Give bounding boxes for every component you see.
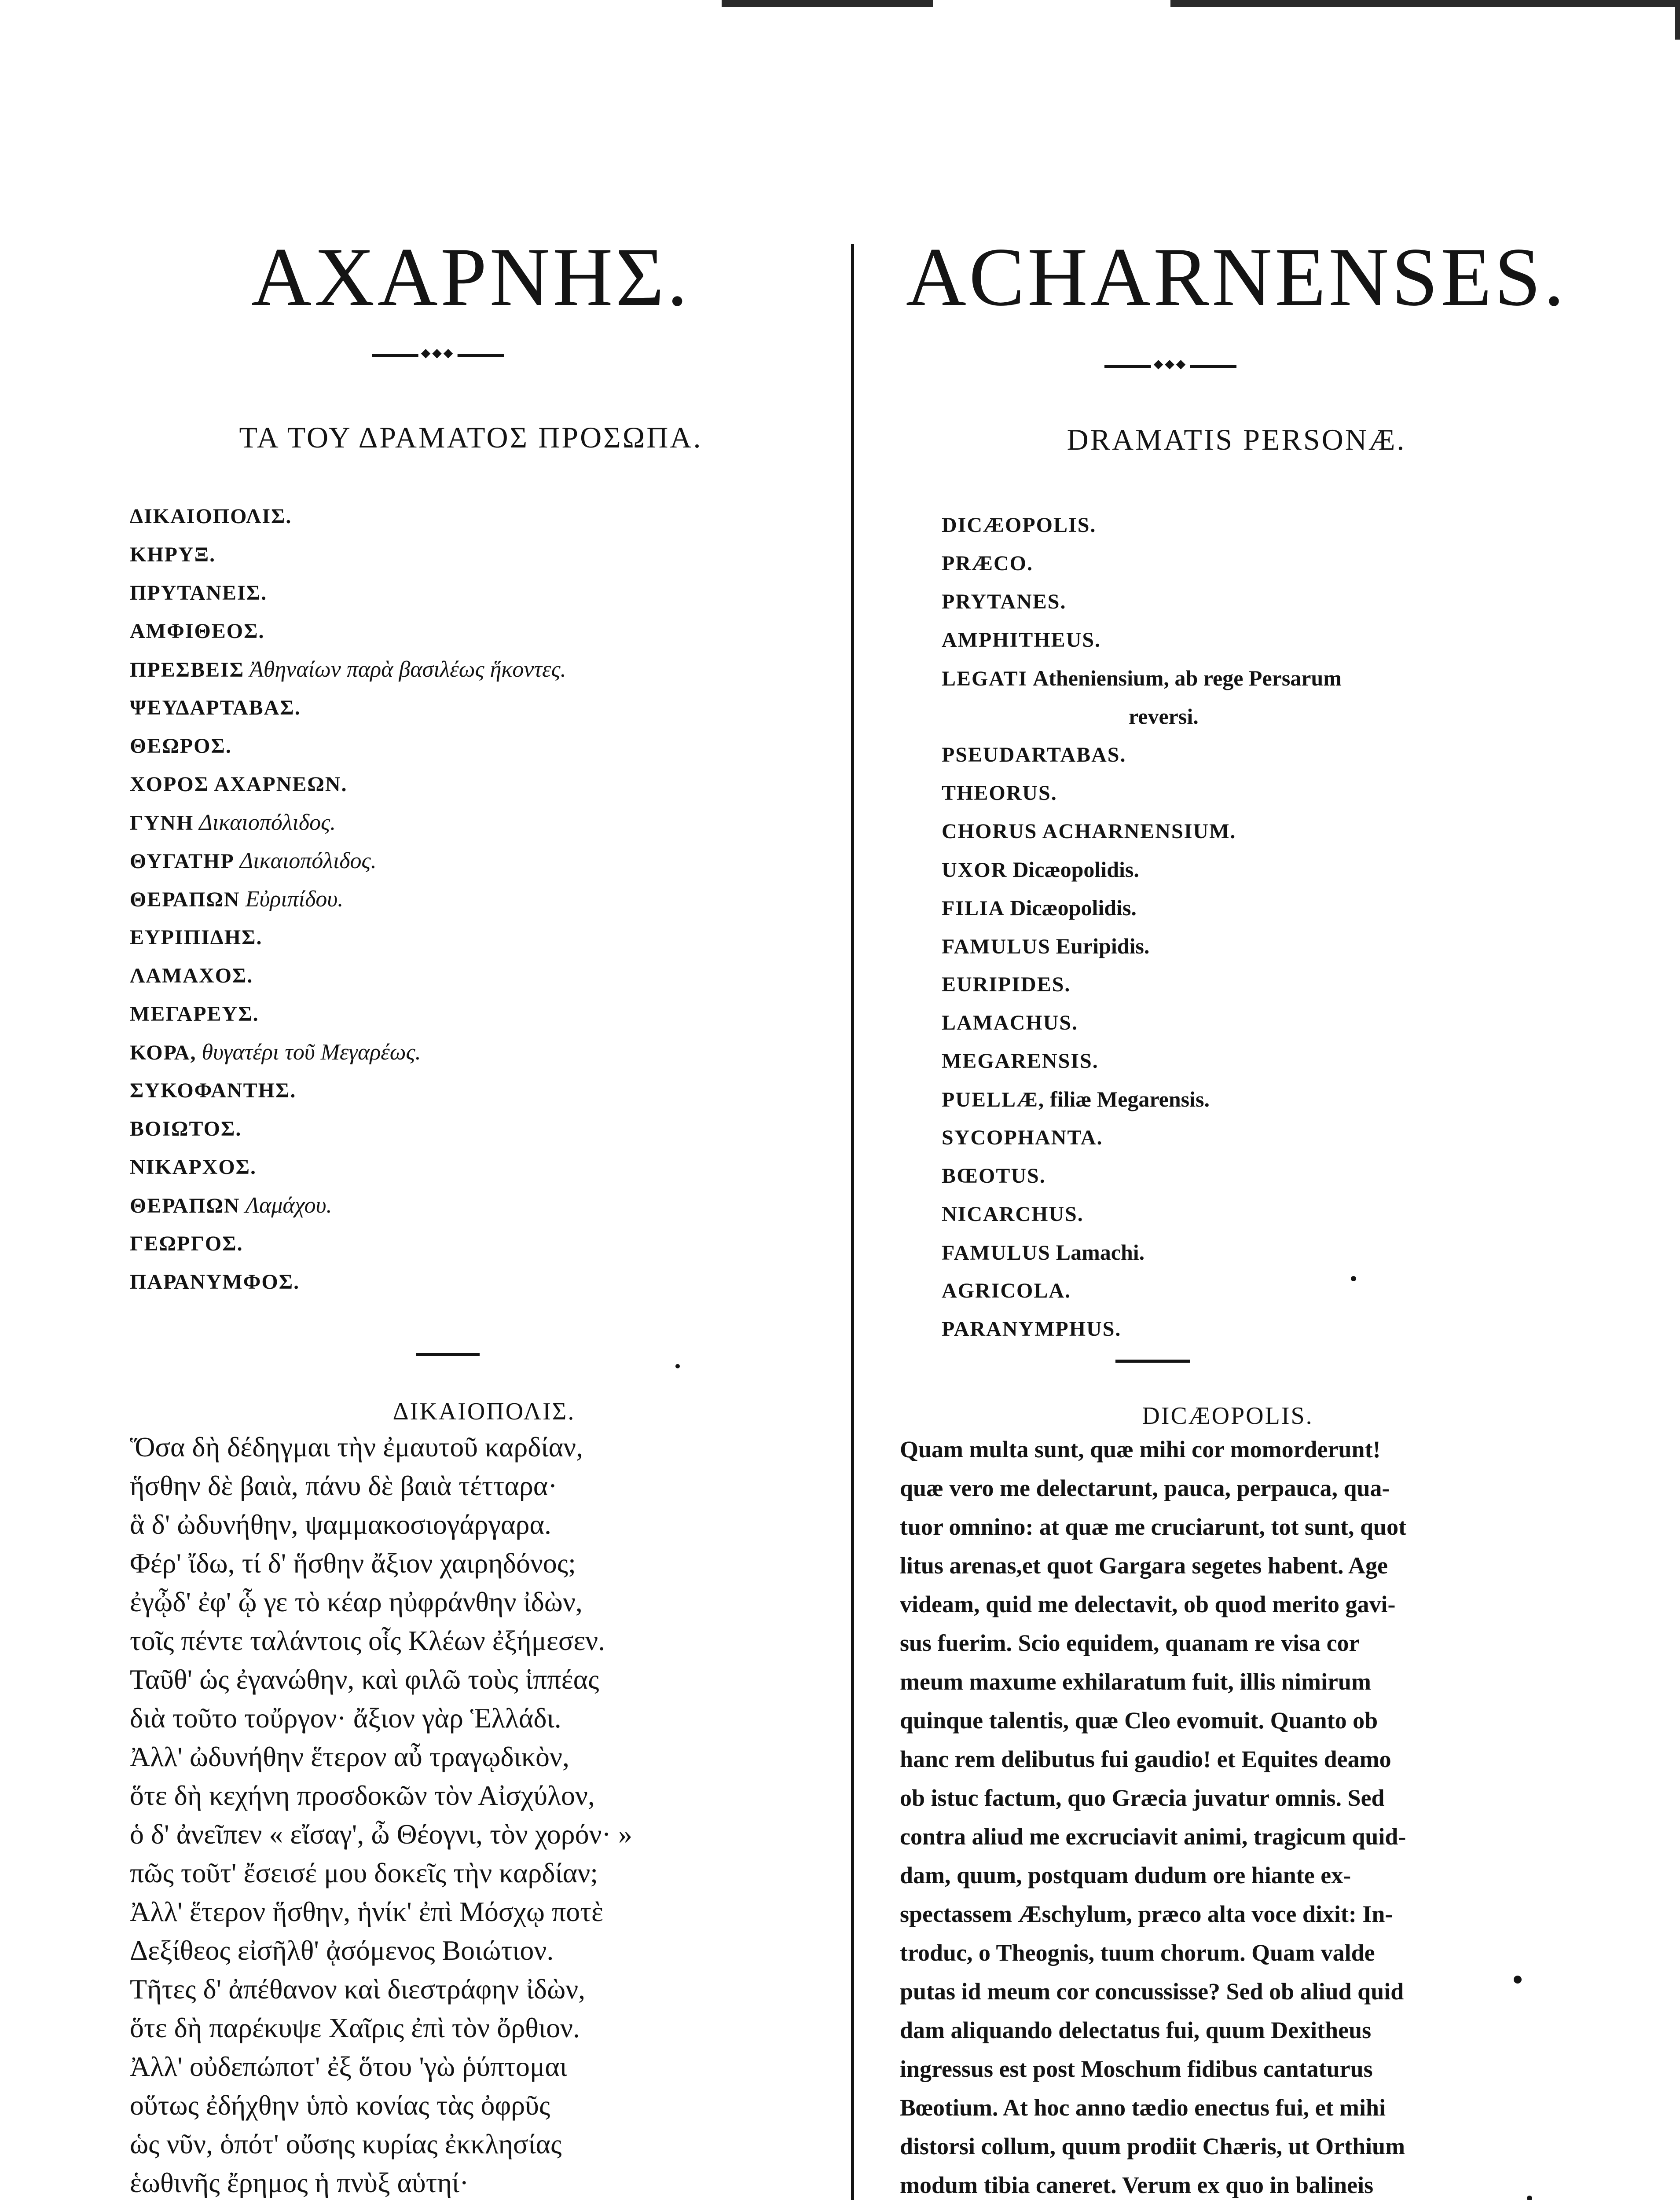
role-entry: [942, 697, 1342, 736]
role-name: UXOR: [942, 858, 1008, 882]
role-entry: [942, 812, 1342, 851]
role-name: ΛΑΜΑΧΟΣ.: [130, 964, 253, 987]
role-description: Dicæopolidis.: [1012, 857, 1139, 882]
role-name: THEORUS.: [942, 781, 1057, 805]
section-rule: [1115, 1360, 1190, 1363]
prose-line: ob istuc factum, quo Græcia juvatur omnis. Sed: [900, 1785, 1385, 1811]
prose-line: sus fuerim. Scio equidem, quanam re visa cor: [900, 1630, 1360, 1656]
role-name: ΒΟΙΩΤΟΣ.: [130, 1117, 242, 1140]
role-entry: [942, 1118, 1342, 1157]
role-name: ΠΡΕΣΒΕΙΣ: [130, 658, 245, 682]
prose-line: quæ vero me delectarunt, pauca, perpauca, qua-: [900, 1475, 1390, 1501]
verse-line: ἃ δ' ὠδυνήθην, ψαμμακοσιογάργαρα.: [130, 1509, 551, 1540]
role-entry: [130, 535, 566, 574]
role-entry: [942, 851, 1342, 889]
role-name: PUELLÆ,: [942, 1088, 1045, 1111]
verse-line: οὕτως ἐδήχθην ὑπὸ κονίας τὰς ὀφρῦς: [130, 2090, 550, 2121]
role-description: Euripidis.: [1056, 934, 1150, 958]
role-name: ΔΙΚΑΙΟΠΟΛΙΣ.: [130, 505, 292, 528]
role-name: DICÆOPOLIS.: [942, 513, 1097, 537]
role-entry: [130, 1071, 566, 1110]
role-name: ΜΕΓΑΡΕΥΣ.: [130, 1002, 259, 1026]
role-description: reversi.: [1129, 704, 1199, 729]
prose-line: distorsi collum, quum prodiit Chæris, ut Orthium: [900, 2133, 1405, 2160]
role-entry: [942, 1042, 1342, 1080]
latin-prose: [900, 1430, 1422, 2200]
prose-line: Bœotium. At hoc anno tædio enectus fui, et mihi: [900, 2094, 1386, 2121]
prose-line: hanc rem delibutus fui gaudio! et Equites deamo: [900, 1746, 1391, 1772]
prose-line: contra aliud me excruciavit animi, tragicum quid-: [900, 1823, 1406, 1850]
verse-line: Ἀλλ' ὠδυνήθην ἕτερον αὖ τραγῳδικὸν,: [130, 1741, 569, 1772]
verse-line: διὰ τοῦτο τοὔργον· ἄξιον γὰρ Ἑλλάδι.: [130, 1702, 561, 1734]
role-name: CHORUS ACHARNENSIUM.: [942, 820, 1236, 843]
greek-personae-heading: ΤΑ ΤΟΥ ΔΡΑΜΑΤΟΣ ΠΡΟΣΩΠΑ.: [239, 421, 703, 454]
prose-line: modum tibia caneret. Verum ex quo in balineis: [900, 2172, 1374, 2198]
role-name: ΕΥΡΙΠΙΔΗΣ.: [130, 926, 263, 949]
prose-line: putas id meum cor concussisse? Sed ob aliud quid: [900, 1978, 1404, 2005]
role-name: LEGATI: [942, 667, 1028, 690]
verse-line: πῶς τοῦτ' ἔσεισέ μου δοκεῖς τὴν καρδίαν;: [130, 1857, 598, 1888]
role-entry: [942, 1157, 1342, 1195]
role-name: PSEUDARTABAS.: [942, 743, 1126, 766]
greek-speaker: ΔΙΚΑΙΟΠΟΛΙΣ.: [392, 1398, 576, 1425]
prose-line: videam, quid me delectavit, ob quod merito gavi-: [900, 1591, 1396, 1617]
role-name: SYCOPHANTA.: [942, 1126, 1103, 1149]
verse-line: ὡς νῦν, ὁπότ' οὔσης κυρίας ἐκκλησίας: [130, 2128, 562, 2160]
role-description: Δικαιοπόλιδος.: [239, 848, 377, 873]
role-name: PRYTANES.: [942, 590, 1067, 613]
role-name: AGRICOLA.: [942, 1279, 1071, 1302]
role-description: Ἀθηναίων παρὰ βασιλέως ἥκοντες.: [249, 657, 566, 682]
role-name: ΠΑΡΑΝΥΜΦΟΣ.: [130, 1270, 300, 1294]
prose-line: tuor omnino: at quæ me cruciarunt, tot sunt, quot: [900, 1514, 1407, 1540]
role-name: LAMACHUS.: [942, 1011, 1078, 1034]
role-entry: [942, 583, 1342, 621]
greek-roles-list: [130, 497, 566, 1301]
verse-line: Φέρ' ἴδω, τί δ' ἥσθην ἄξιον χαιρηδόνος;: [130, 1547, 576, 1579]
role-entry: [130, 1033, 566, 1071]
role-name: ΑΜΦΙΘΕΟΣ.: [130, 620, 265, 643]
role-entry: [130, 842, 566, 880]
verse-line: ἐγᾦδ' ἐφ' ᾧ γε τὸ κέαρ ηὐφράνθην ἰδὼν,: [130, 1586, 583, 1617]
role-name: ΘΕΡΑΠΩΝ: [130, 888, 240, 911]
scan-speck: [1514, 1976, 1522, 1984]
role-entry: [130, 1263, 566, 1301]
role-name: ΣΥΚΟΦΑΝΤΗΣ.: [130, 1079, 297, 1102]
role-entry: [942, 927, 1342, 965]
role-name: AMPHITHEUS.: [942, 628, 1101, 652]
role-name: ΓΕΩΡΓΟΣ.: [130, 1232, 243, 1255]
role-entry: [130, 803, 566, 842]
role-entry: [130, 1148, 566, 1186]
role-name: ΚΟΡΑ,: [130, 1041, 197, 1064]
verse-line: Ταῦθ' ὡς ἐγανώθην, καὶ φιλῶ τοὺς ἱππέας: [130, 1664, 599, 1695]
verse-line: ὁ δ' ἀνεῖπεν « εἴσαγ', ὦ Θέογνι, τὸν χορόν· »: [130, 1819, 632, 1850]
role-entry: [130, 497, 566, 535]
role-name: MEGARENSIS.: [942, 1049, 1099, 1073]
role-name: ΘΥΓΑΤΗΡ: [130, 850, 235, 873]
verse-line: ὅτε δὴ κεχήνη προσδοκῶν τὸν Αἰσχύλον,: [130, 1780, 595, 1811]
verse-line: Ἀλλ' οὐδεπώποτ' ἐξ ὅτου 'γὼ ῥύπτομαι: [130, 2051, 567, 2082]
prose-line: spectassem Æschylum, præco alta voce dixit: In-: [900, 1901, 1393, 1927]
role-name: ΘΕΩΡΟΣ.: [130, 734, 232, 758]
scan-edge-mark: [1170, 0, 1680, 7]
role-description: Εὐριπίδου.: [245, 887, 344, 912]
role-entry: [130, 727, 566, 765]
prose-line: troduc, o Theognis, tuum chorum. Quam valde: [900, 1940, 1375, 1966]
role-name: ΘΕΡΑΠΩΝ: [130, 1194, 240, 1217]
role-name: FAMULUS: [942, 1241, 1051, 1265]
verse-line: Τῆτες δ' ἀπέθανον καὶ διεστράφην ἰδὼν,: [130, 1973, 586, 2005]
scan-speck: [675, 1364, 680, 1368]
prose-line: meum maxume exhilaratum fuit, illis nimirum: [900, 1668, 1371, 1695]
role-name: ΝΙΚΑΡΧΟΣ.: [130, 1155, 257, 1179]
role-description: Atheniensium, ab rege Persarum: [1033, 666, 1342, 690]
latin-speaker: DICÆOPOLIS.: [1142, 1402, 1313, 1430]
role-entry: [942, 1272, 1342, 1310]
role-name: BŒOTUS.: [942, 1164, 1046, 1188]
role-name: ΧΟΡΟΣ ΑΧΑΡΝΕΩΝ.: [130, 773, 348, 796]
role-entry: [942, 1195, 1342, 1233]
scan-edge-mark: [722, 0, 933, 7]
role-description: θυγατέρι τοῦ Μεγαρέως.: [202, 1040, 421, 1065]
role-description: Dicæopolidis.: [1010, 895, 1137, 920]
role-entry: [130, 765, 566, 803]
role-entry: [942, 1080, 1342, 1118]
role-name: FILIA: [942, 897, 1005, 920]
latin-roles-list: [942, 506, 1342, 1348]
prose-line: quinque talentis, quæ Cleo evomuit. Quanto ob: [900, 1707, 1378, 1734]
role-entry: [942, 774, 1342, 812]
scan-speck: [1527, 2196, 1532, 2200]
role-entry: [942, 1310, 1342, 1348]
title-ornament: [372, 354, 504, 357]
role-entry: [942, 1004, 1342, 1042]
verse-line: ἑωθινῆς ἔρημος ἡ πνὺξ αὑτηί·: [130, 2167, 469, 2198]
role-name: ΨΕΥΔΑΡΤΑΒΑΣ.: [130, 696, 301, 719]
role-entry: [942, 1233, 1342, 1272]
role-entry: [130, 650, 566, 689]
column-divider: [851, 244, 854, 2200]
prose-line: litus arenas,et quot Gargara segetes habent. Age: [900, 1552, 1388, 1579]
role-name: PARANYMPHUS.: [942, 1317, 1122, 1341]
verse-line: Ὅσα δὴ δέδηγμαι τὴν ἐμαυτοῦ καρδίαν,: [130, 1431, 583, 1463]
role-entry: [130, 1186, 566, 1225]
scan-edge-mark: [1675, 0, 1680, 40]
role-entry: [130, 995, 566, 1033]
prose-line: dam aliquando delectatus fui, quum Dexitheus: [900, 2017, 1372, 2043]
scan-speck: [1351, 1276, 1356, 1281]
role-entry: [130, 1225, 566, 1263]
role-entry: [942, 621, 1342, 659]
role-entry: [130, 689, 566, 727]
role-name: ΚΗΡΥΞ.: [130, 543, 216, 566]
role-entry: [130, 612, 566, 650]
verse-line: Ἀλλ' ἕτερον ἥσθην, ἡνίκ' ἐπὶ Μόσχῳ ποτὲ: [130, 1896, 603, 1927]
title-ornament: [1104, 365, 1236, 368]
role-entry: [130, 957, 566, 995]
role-description: Δικαιοπόλιδος.: [199, 810, 336, 835]
role-entry: [942, 506, 1342, 544]
greek-verse: [130, 1428, 632, 2200]
role-name: PRÆCO.: [942, 552, 1033, 575]
verse-line: ἥσθην δὲ βαιὰ, πάνυ δὲ βαιὰ τέτταρα·: [130, 1470, 558, 1501]
role-name: NICARCHUS.: [942, 1203, 1084, 1226]
prose-line: ingressus est post Moschum fidibus cantaturus: [900, 2056, 1373, 2082]
role-description: Lamachi.: [1056, 1240, 1145, 1265]
role-entry: [942, 889, 1342, 927]
verse-line: Δεξίθεος εἰσῆλθ' ᾀσόμενος Βοιώτιον.: [130, 1935, 554, 1966]
role-entry: [942, 965, 1342, 1004]
role-entry: [942, 736, 1342, 774]
role-name: FAMULUS: [942, 935, 1051, 958]
role-entry: [130, 1110, 566, 1148]
role-description: Λαμάχου.: [245, 1193, 332, 1218]
role-name: ΠΡΥΤΑΝΕΙΣ.: [130, 581, 268, 605]
role-entry: [942, 659, 1342, 697]
prose-line: dam, quum, postquam dudum ore hiante ex-: [900, 1862, 1351, 1888]
role-entry: [130, 918, 566, 957]
role-entry: [130, 574, 566, 612]
latin-title: ACHARNENSES.: [906, 231, 1567, 323]
role-description: filiæ Megarensis.: [1050, 1087, 1210, 1111]
prose-line: Quam multa sunt, quæ mihi cor momorderunt!: [900, 1436, 1381, 1463]
section-rule: [416, 1353, 480, 1356]
role-entry: [942, 544, 1342, 583]
greek-title: ΑΧΑΡΝΗΣ.: [251, 231, 690, 323]
role-name: ΓΥΝΗ: [130, 811, 194, 835]
role-entry: [130, 880, 566, 918]
latin-personae-heading: DRAMATIS PERSONÆ.: [1067, 423, 1406, 456]
verse-line: ὅτε δὴ παρέκυψε Χαῖρις ἐπὶ τὸν ὄρθιον.: [130, 2012, 580, 2043]
role-name: EURIPIDES.: [942, 973, 1071, 996]
verse-line: τοῖς πέντε ταλάντοις οἷς Κλέων ἐξήμεσεν.: [130, 1625, 605, 1656]
